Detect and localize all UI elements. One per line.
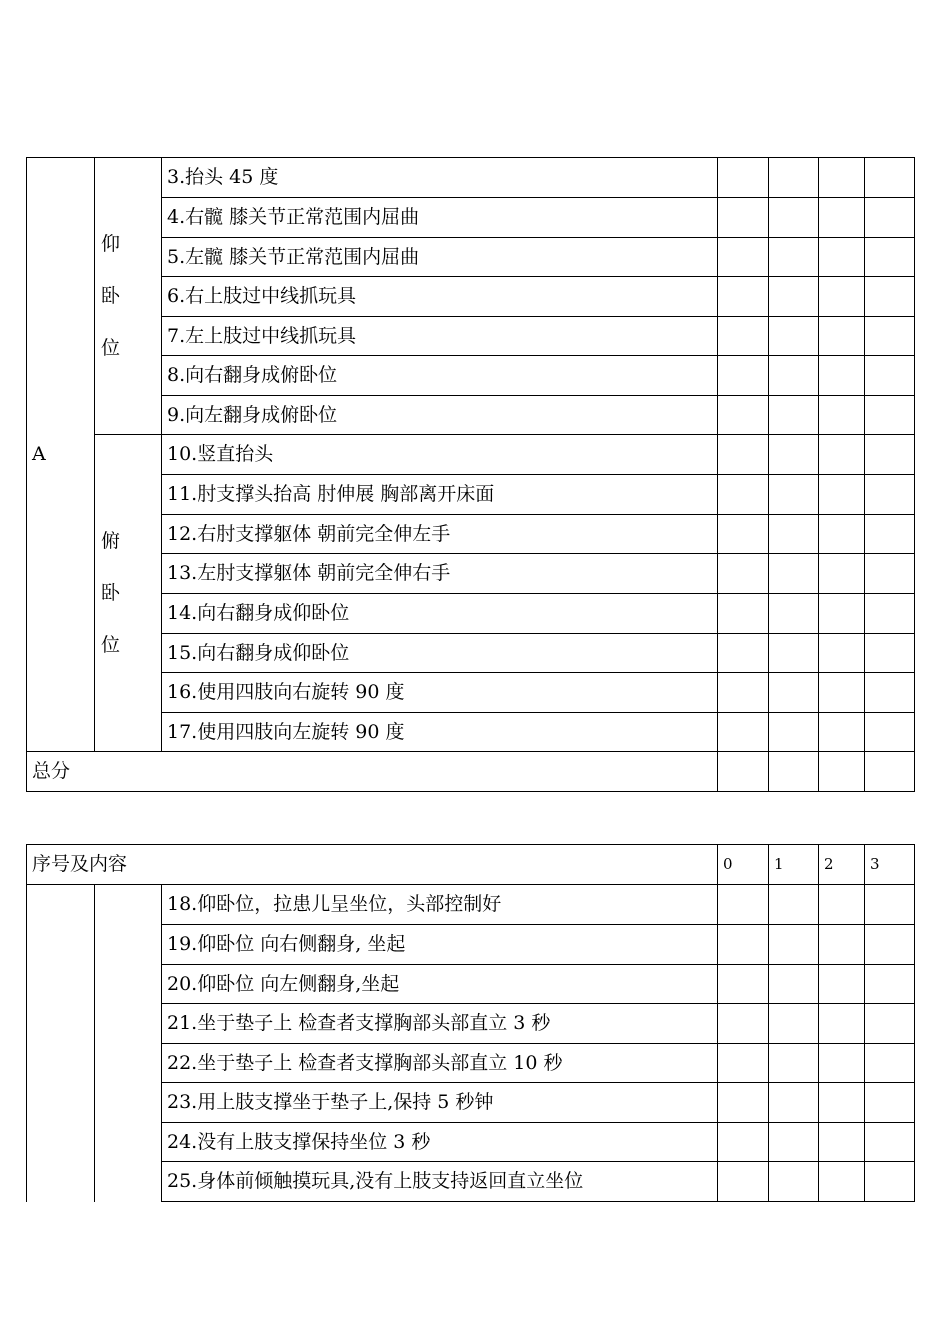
score-cell[interactable] xyxy=(718,594,769,634)
score-cell[interactable] xyxy=(819,1083,865,1123)
score-cell[interactable] xyxy=(718,1083,769,1123)
score-header: 3 xyxy=(865,845,915,885)
score-cell[interactable] xyxy=(819,885,865,925)
item-label: 22.坐于垫子上 检查者支撑胸部头部直立 10 秒 xyxy=(162,1044,718,1083)
score-cell[interactable] xyxy=(865,925,915,965)
score-cell[interactable] xyxy=(865,238,915,277)
score-cell[interactable] xyxy=(865,1123,915,1162)
item-label: 17.使用四肢向左旋转 90 度 xyxy=(162,713,718,752)
score-cell[interactable] xyxy=(718,673,769,713)
item-label: 9.向左翻身成俯卧位 xyxy=(162,396,718,435)
table-row xyxy=(27,885,915,925)
item-label: 5.左髋 膝关节正常范围内屈曲 xyxy=(162,238,718,277)
score-cell[interactable] xyxy=(865,475,915,515)
header-row xyxy=(27,845,915,885)
score-cell[interactable] xyxy=(718,1044,769,1083)
score-cell[interactable] xyxy=(865,1044,915,1083)
score-cell[interactable] xyxy=(718,925,769,965)
score-cell[interactable] xyxy=(819,356,865,396)
score-cell[interactable] xyxy=(718,1123,769,1162)
score-cell[interactable] xyxy=(819,317,865,356)
score-cell[interactable] xyxy=(718,435,769,475)
group-cell xyxy=(95,885,162,1202)
score-cell[interactable] xyxy=(819,634,865,673)
score-cell[interactable] xyxy=(865,634,915,673)
score-cell[interactable] xyxy=(865,317,915,356)
item-label: 25.身体前倾触摸玩具,没有上肢支持返回直立坐位 xyxy=(162,1162,718,1202)
item-label: 8.向右翻身成俯卧位 xyxy=(162,356,718,396)
score-cell[interactable] xyxy=(718,475,769,515)
item-label: 7.左上肢过中线抓玩具 xyxy=(162,317,718,356)
score-cell[interactable] xyxy=(718,965,769,1004)
item-label: 3.抬头 45 度 xyxy=(162,158,718,198)
score-cell[interactable] xyxy=(769,198,819,238)
score-cell[interactable] xyxy=(865,277,915,317)
score-cell[interactable] xyxy=(865,554,915,594)
score-cell[interactable] xyxy=(865,396,915,435)
score-cell[interactable] xyxy=(865,885,915,925)
score-cell[interactable] xyxy=(819,713,865,752)
score-cell[interactable] xyxy=(819,515,865,554)
group-label-char: 卧 xyxy=(101,285,121,307)
table-row xyxy=(27,435,915,475)
score-cell[interactable] xyxy=(865,965,915,1004)
score-cell[interactable] xyxy=(769,713,819,752)
score-header: 0 xyxy=(718,845,769,885)
group-label-char: 位 xyxy=(101,337,121,359)
score-cell[interactable] xyxy=(819,1044,865,1083)
score-cell[interactable] xyxy=(718,634,769,673)
score-cell[interactable] xyxy=(819,277,865,317)
score-cell[interactable] xyxy=(819,435,865,475)
score-cell[interactable] xyxy=(769,317,819,356)
group-label-char: 卧 xyxy=(101,582,121,604)
score-cell[interactable] xyxy=(769,965,819,1004)
score-cell[interactable] xyxy=(718,554,769,594)
score-cell[interactable] xyxy=(865,158,915,198)
score-cell[interactable] xyxy=(769,515,819,554)
score-cell[interactable] xyxy=(718,396,769,435)
score-cell[interactable] xyxy=(718,277,769,317)
score-cell[interactable] xyxy=(819,396,865,435)
score-cell[interactable] xyxy=(865,1004,915,1044)
score-cell[interactable] xyxy=(769,1083,819,1123)
score-cell[interactable] xyxy=(865,198,915,238)
item-label: 21.坐于垫子上 检查者支撑胸部头部直立 3 秒 xyxy=(162,1004,718,1044)
score-cell[interactable] xyxy=(769,594,819,634)
item-label: 24.没有上肢支撑保持坐位 3 秒 xyxy=(162,1123,718,1162)
score-header: 1 xyxy=(769,845,819,885)
score-cell[interactable] xyxy=(819,594,865,634)
score-cell[interactable] xyxy=(865,435,915,475)
score-cell[interactable] xyxy=(769,752,819,792)
score-cell[interactable] xyxy=(769,925,819,965)
item-label: 13.左肘支撑躯体 朝前完全伸右手 xyxy=(162,554,718,594)
score-cell[interactable] xyxy=(819,1123,865,1162)
score-cell[interactable] xyxy=(769,396,819,435)
score-cell[interactable] xyxy=(718,885,769,925)
score-cell[interactable] xyxy=(718,317,769,356)
total-row xyxy=(27,752,915,792)
score-cell[interactable] xyxy=(769,1162,819,1202)
score-cell[interactable] xyxy=(769,885,819,925)
score-cell[interactable] xyxy=(819,554,865,594)
score-header: 2 xyxy=(819,845,865,885)
group-label-char: 俯 xyxy=(101,530,121,552)
score-cell[interactable] xyxy=(769,238,819,277)
item-label: 23.用上肢支撑坐于垫子上,保持 5 秒钟 xyxy=(162,1083,718,1123)
section-cell xyxy=(27,885,95,1202)
assessment-table-b xyxy=(26,844,915,1202)
header-label: 序号及内容 xyxy=(27,845,718,885)
score-cell[interactable] xyxy=(769,435,819,475)
score-cell[interactable] xyxy=(718,752,769,792)
score-cell[interactable] xyxy=(718,1162,769,1202)
score-cell[interactable] xyxy=(819,1004,865,1044)
score-cell[interactable] xyxy=(718,713,769,752)
score-cell[interactable] xyxy=(819,475,865,515)
score-cell[interactable] xyxy=(865,713,915,752)
score-cell[interactable] xyxy=(769,158,819,198)
score-cell[interactable] xyxy=(865,515,915,554)
score-cell[interactable] xyxy=(769,277,819,317)
total-label: 总分 xyxy=(27,752,718,792)
item-label: 10.竖直抬头 xyxy=(162,435,718,475)
item-label: 19.仰卧位 向右侧翻身, 坐起 xyxy=(162,925,718,965)
item-label: 12.右肘支撑躯体 朝前完全伸左手 xyxy=(162,515,718,554)
score-cell[interactable] xyxy=(819,158,865,198)
item-label: 11.肘支撑头抬高 肘伸展 胸部离开床面 xyxy=(162,475,718,515)
item-label: 4.右髋 膝关节正常范围内屈曲 xyxy=(162,198,718,238)
score-cell[interactable] xyxy=(865,1083,915,1123)
assessment-table-a xyxy=(26,157,915,792)
group-label-supine xyxy=(95,158,162,435)
score-cell[interactable] xyxy=(819,673,865,713)
score-cell[interactable] xyxy=(718,238,769,277)
score-cell[interactable] xyxy=(769,554,819,594)
section-label: A xyxy=(27,158,95,752)
score-cell[interactable] xyxy=(819,965,865,1004)
score-cell[interactable] xyxy=(769,1044,819,1083)
score-cell[interactable] xyxy=(819,198,865,238)
group-label-prone xyxy=(95,435,162,752)
score-cell[interactable] xyxy=(769,1123,819,1162)
group-label-char: 位 xyxy=(101,634,121,656)
score-cell[interactable] xyxy=(718,515,769,554)
group-label-char: 仰 xyxy=(101,233,121,255)
score-cell[interactable] xyxy=(718,198,769,238)
score-cell[interactable] xyxy=(769,634,819,673)
table-row xyxy=(27,158,915,198)
score-cell[interactable] xyxy=(865,1162,915,1202)
item-label: 18.仰卧位，拉患儿呈坐位，头部控制好 xyxy=(162,885,718,925)
score-cell[interactable] xyxy=(718,1004,769,1044)
score-cell[interactable] xyxy=(769,673,819,713)
score-cell[interactable] xyxy=(865,356,915,396)
item-label: 16.使用四肢向右旋转 90 度 xyxy=(162,673,718,713)
score-cell[interactable] xyxy=(819,238,865,277)
score-cell[interactable] xyxy=(769,356,819,396)
score-cell[interactable] xyxy=(819,1162,865,1202)
score-cell[interactable] xyxy=(769,1004,819,1044)
item-label: 20.仰卧位 向左侧翻身,坐起 xyxy=(162,965,718,1004)
score-cell[interactable] xyxy=(819,752,865,792)
item-label: 15.向右翻身成仰卧位 xyxy=(162,634,718,673)
score-cell[interactable] xyxy=(819,925,865,965)
item-label: 6.右上肢过中线抓玩具 xyxy=(162,277,718,317)
score-cell[interactable] xyxy=(718,158,769,198)
score-cell[interactable] xyxy=(718,356,769,396)
score-cell[interactable] xyxy=(865,752,915,792)
item-label: 14.向右翻身成仰卧位 xyxy=(162,594,718,634)
score-cell[interactable] xyxy=(865,594,915,634)
score-cell[interactable] xyxy=(865,673,915,713)
score-cell[interactable] xyxy=(769,475,819,515)
